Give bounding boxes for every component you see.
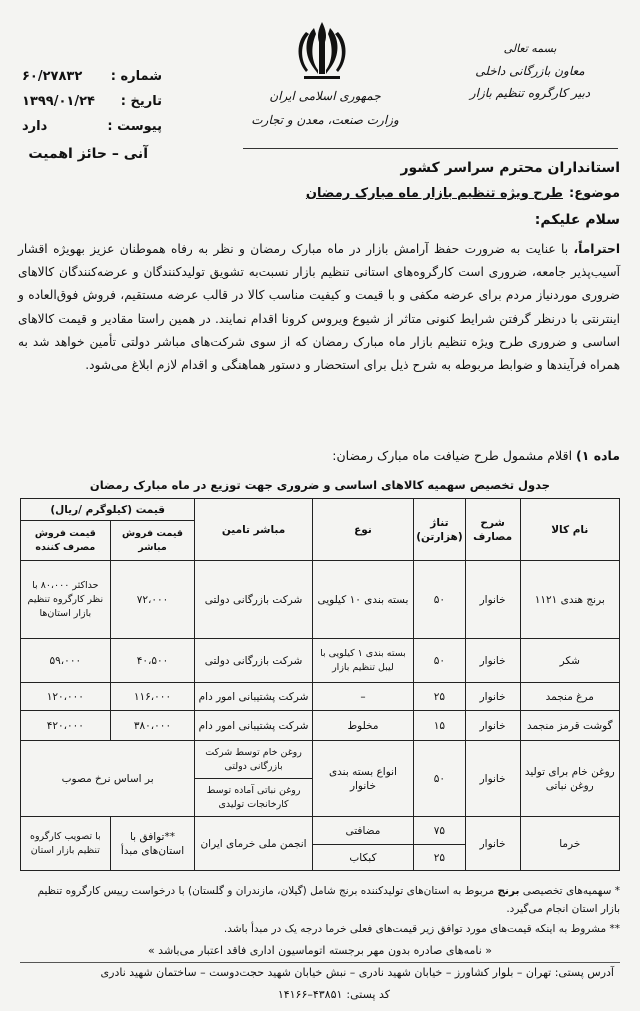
postal-code: کد پستی:۱۴۱۶۶–۴۳۸۵۱ [277,988,390,1001]
cell-usage: خانوار [465,711,520,741]
cell-type: مخلوط [312,711,413,741]
cell-supplier: شرکت پشتیبانی امور دام [195,711,312,741]
cell-price-consumer: حداکثر ۸۰،۰۰۰ با نظر کارگروه تنظیم بازار استان‌ها [21,561,111,639]
body-paragraph: با عنایت به ضرورت حفظ آرامش بازار در ماه مبارک رمضان و نظر به رفاه هموطنان عزیز بهویژه اقشار آسیب‌پذیر جامعه، ضروری است کارگروه‌های استانی تنظیم بازار نسبت‌به تشویق تولیدکنندگان و عرضه‌کنندگان کالاهای ضروری موردنیاز مردم برای عرضه مکفی و با قیمت و کیفیت مناسب کالا در قالب عرضه مستقیم، فروش فوق‌العاده و اینترنتی با درنظر گرفتن شرایط کنونی متاثر از شیوع ویروس کرونا اقدام نمایند. در همین راستا مقادیر و قیمت کالاهای اساسی و ضروری طرح ویژه تنظیم بازار ماه مبارک رمضان که از سوی شرکت‌های مباشر دولتی تأمین خواهد شد به همراه فرآیندها و ضوابط مربوطه به شرح ذیل برای استحضار و دستور هماهنگی و اقدام لازم ابلاغ می‌شود. [18,242,620,373]
sender-title-2: دبیر کارگروه تنظیم بازار [469,86,591,100]
cell-item: گوشت قرمز منجمد [520,711,619,741]
cell-usage: خانوار [465,741,520,817]
cell-price-consumer: ۴۲۰،۰۰۰ [21,711,111,741]
cell-type-b: کبکاب [312,845,413,871]
validity-notice: « نامه‌های صادره بدون مهر برجسته اتوماسیون اداری فاقد اعتبار می‌باشد » [147,944,493,957]
priority-label: آنی – حائز اهمیت [28,146,148,162]
cell-item: شکر [520,639,619,683]
footnote-1: * سهمیه‌های تخصیصی برنج مربوط به استان‌های تولیدکننده برنج شامل (گیلان، مازندران و گلستان) با درخواست رییس کارگروه تنظیم بازار استان انجام می‌گیرد. [37,885,620,915]
allocation-table [20,498,620,871]
cell-type: بسته بندی ۱۰ کیلویی [312,561,413,639]
cell-price-supplier: ۱۱۶،۰۰۰ [110,683,195,711]
letter-number: شماره : ۶۰/۲۷۸۳۲ [22,69,162,84]
ministry-block [235,84,415,132]
subject-line [306,186,620,201]
cell-price-supplier: ۷۲،۰۰۰ [110,561,195,639]
ministry-name: وزارت صنعت، معدن و تجارت [251,113,399,127]
sender-block [450,38,610,104]
cell-price-merged: بر اساس نرخ مصوب [21,741,195,817]
letter-attachment: پیوست : دارد [22,119,162,134]
header-type: نوع [312,499,413,561]
letter-date: تاریخ : ۱۳۹۹/۰۱/۲۴ [22,94,162,109]
footer-divider [20,962,620,963]
body-lead: احتراماً، [573,242,620,256]
table-row [21,683,620,711]
header-tonnage: تناژ (هزارتن) [414,499,465,561]
header-price-consumer: قیمت فروش مصرف کننده [21,521,111,561]
table-row [21,639,620,683]
footnotes [20,882,620,938]
subject-label: موضوع: [569,186,620,201]
table-row [21,711,620,741]
country-name: جمهوری اسلامی ایران [269,89,381,103]
subject-text: طرح ویژه تنظیم بازار ماه مبارک رمضان [305,186,563,201]
greeting: سلام علیکم: [534,212,620,228]
cell-tonnage-b: ۲۵ [414,845,465,871]
cell-type: انواع بسته بندی خانوار [312,741,413,817]
cell-supplier-b: روغن نباتی آماده توسط کارخانجات تولیدی [195,779,312,817]
header-usage: شرح مصارف [465,499,520,561]
table-row [21,817,620,845]
cell-supplier-a: روغن خام توسط شرکت بازرگانی دولتی [195,741,312,779]
cell-type: – [312,683,413,711]
article-label: ماده ۱) [576,448,620,463]
cell-usage: خانوار [465,561,520,639]
cell-price-consumer: ۱۲۰،۰۰۰ [21,683,111,711]
iran-emblem-icon [292,18,352,84]
article-text: اقلام مشمول طرح ضیافت ماه مبارک رمضان: [332,448,577,463]
cell-tonnage: ۵۰ [414,741,465,817]
cell-usage: خانوار [465,683,520,711]
letter-meta [22,64,162,139]
letter-body [18,238,620,377]
cell-price-supplier: ۴۰،۵۰۰ [110,639,195,683]
cell-item: برنج هندی ۱۱۲۱ [520,561,619,639]
cell-supplier: شرکت بازرگانی دولتی [195,561,312,639]
cell-supplier: انجمن ملی خرمای ایران [195,817,312,871]
footnote-2: ** مشروط به اینکه قیمت‌های مورد توافق زیر قیمت‌های فعلی خرما درجه یک در مبدأ باشد. [223,923,620,935]
cell-supplier: شرکت بازرگانی دولتی [195,639,312,683]
cell-price-consumer: ۵۹،۰۰۰ [21,639,111,683]
cell-tonnage: ۱۵ [414,711,465,741]
cell-price-consumer: با تصویب کارگروه تنظیم بازار استان [21,817,111,871]
cell-item: روغن خام برای تولید روغن نباتی [520,741,619,817]
header-price-group: قیمت (کیلوگرم /ریال) [21,499,195,521]
cell-tonnage: ۵۰ [414,639,465,683]
sender-title-1: معاون بازرگانی داخلی [475,64,585,78]
cell-usage: خانوار [465,639,520,683]
cell-price-supplier: **توافق با استان‌های مبدأ [110,817,195,871]
addressee: استانداران محترم سراسر کشور [400,160,620,176]
table-caption: جدول تخصیص سهمیه کالاهای اساسی و ضروری جهت توزیع در ماه مبارک رمضان [89,478,551,492]
cell-tonnage: ۲۵ [414,683,465,711]
cell-tonnage-a: ۷۵ [414,817,465,845]
article-1 [332,448,620,463]
cell-supplier: شرکت پشتیبانی امور دام [195,683,312,711]
header-price-supplier: قیمت فروش مباشر [110,521,195,561]
cell-item: خرما [520,817,619,871]
cell-usage: خانوار [465,817,520,871]
header-supplier: مباشر تامین [195,499,312,561]
postal-address: آدرس پستی: تهران – بلوار کشاورز – خیابان شهید نادری – نبش خیابان شهید حجت‌دوست – ساختمان شهید نادری [100,966,614,979]
table-row [21,741,620,779]
header-divider [243,148,618,149]
table-row [21,561,620,639]
cell-item: مرغ منجمد [520,683,619,711]
header-item: نام کالا [520,499,619,561]
cell-type: بسته بندی ۱ کیلویی با لیبل تنظیم بازار [312,639,413,683]
cell-tonnage: ۵۰ [414,561,465,639]
cell-type-a: مضافتی [312,817,413,845]
cell-price-supplier: ۳۸۰،۰۰۰ [110,711,195,741]
basmala: بسمه تعالی [503,42,557,55]
